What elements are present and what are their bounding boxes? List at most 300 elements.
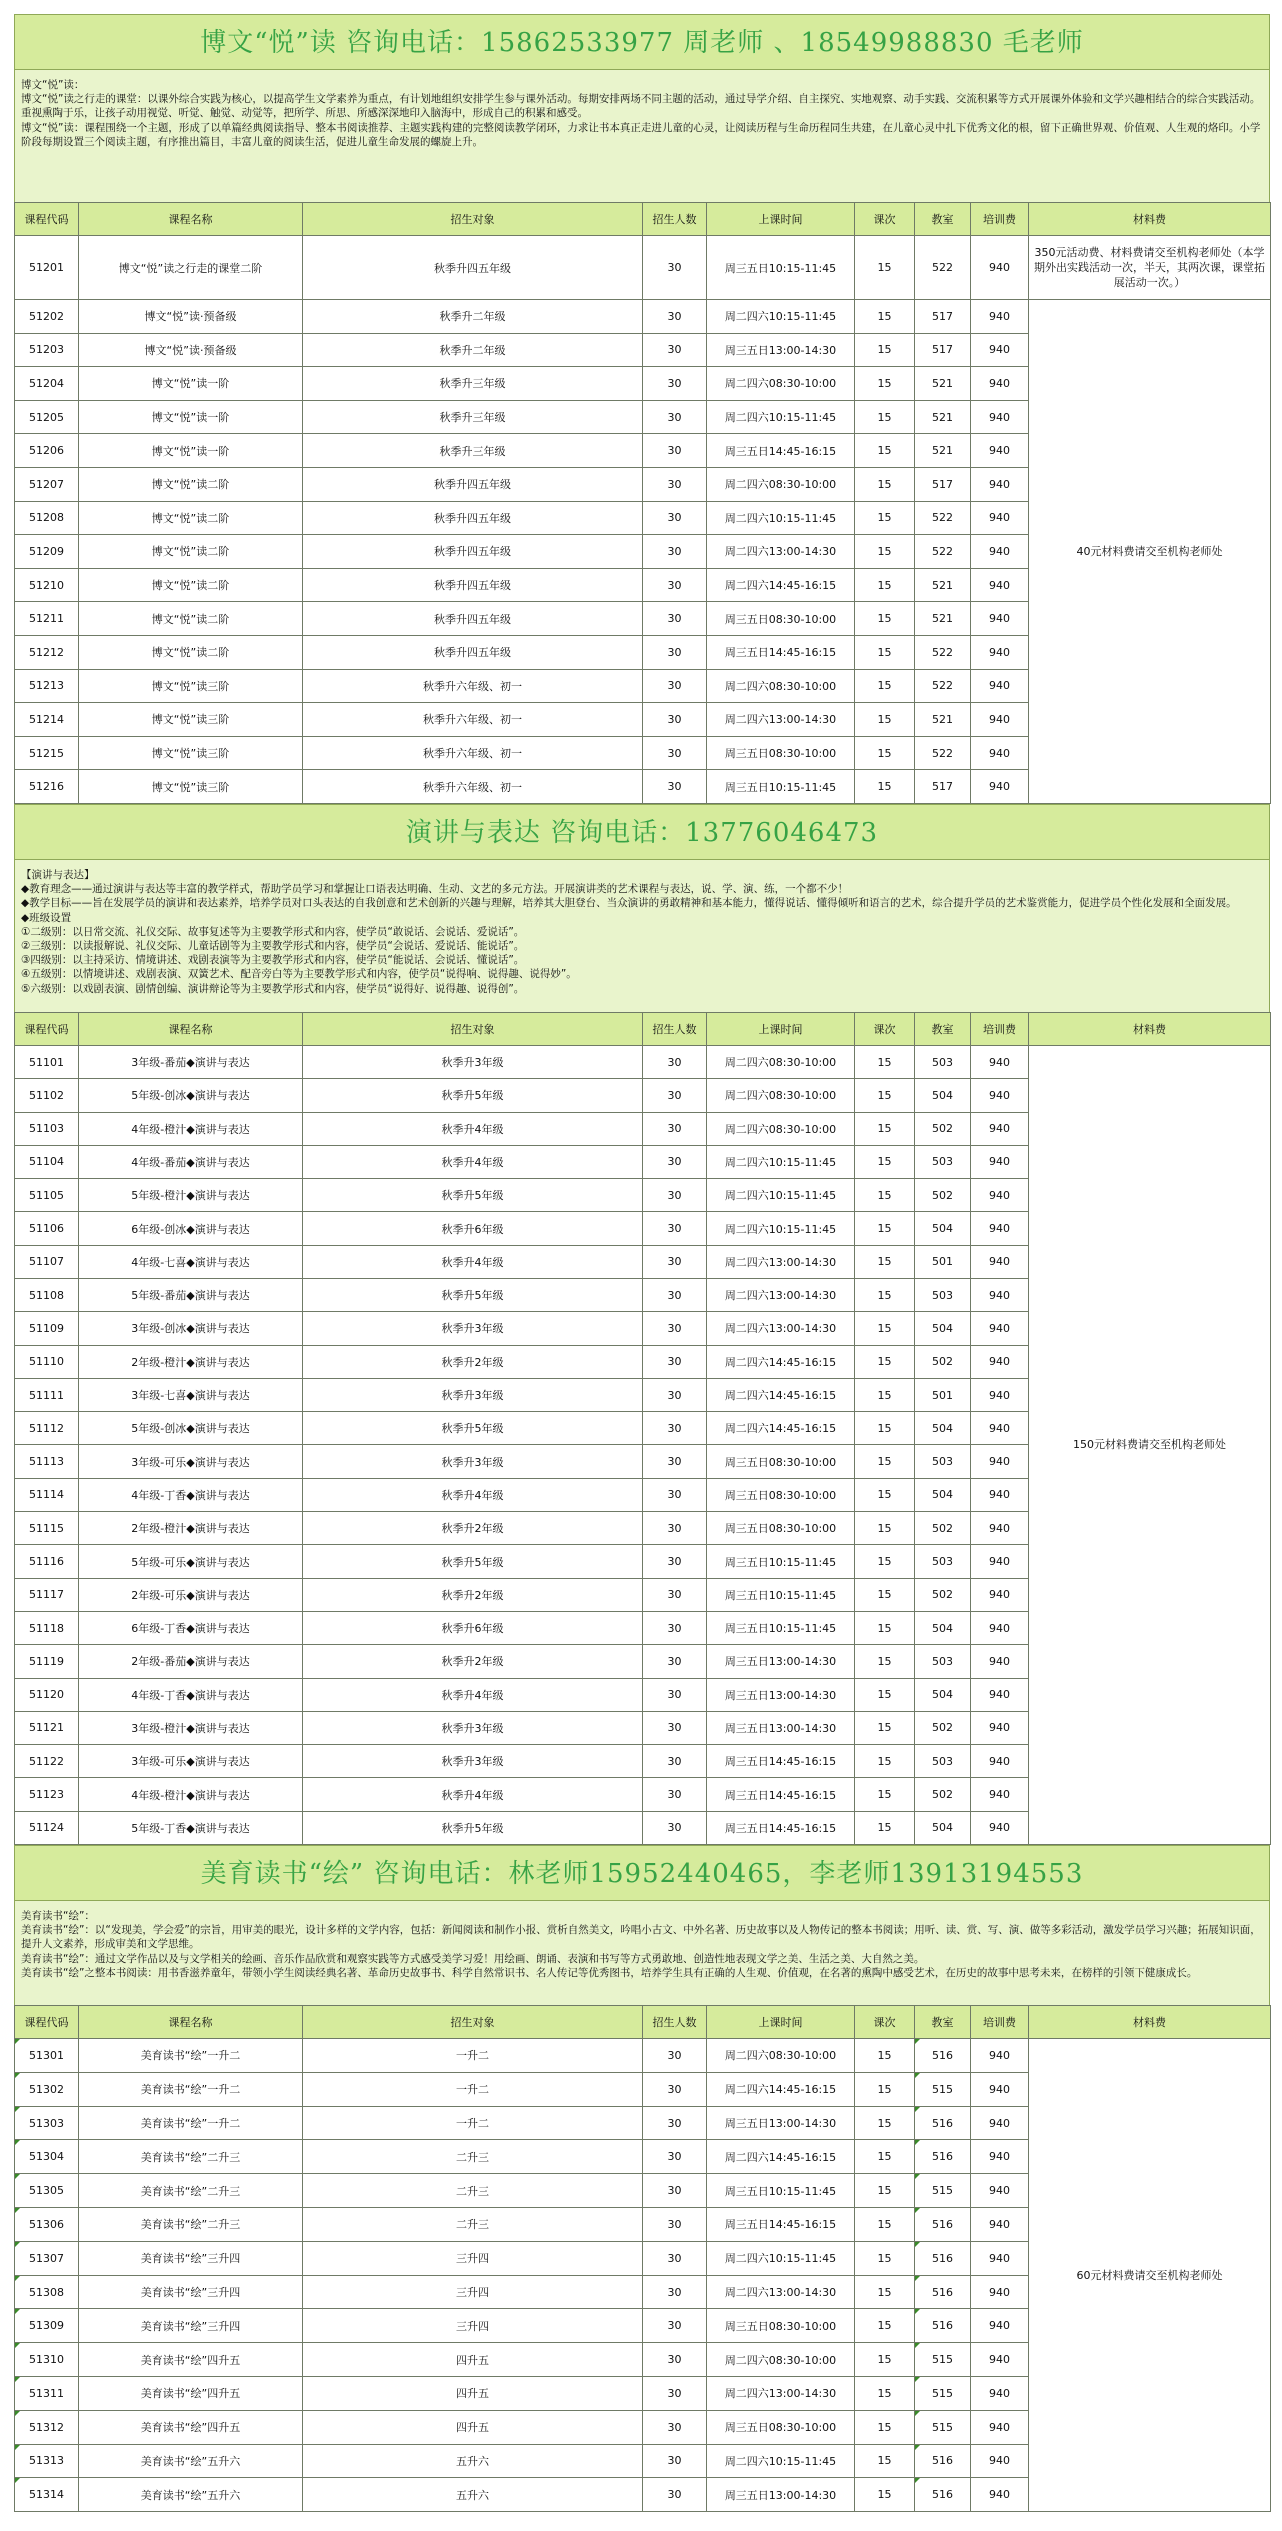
table-cell: 15 xyxy=(855,501,915,535)
table-cell: 30 xyxy=(643,236,707,300)
table-cell: 51201 xyxy=(15,236,79,300)
table-cell: 521 xyxy=(915,367,971,401)
table-cell: 博文“悦”读一阶 xyxy=(79,367,303,401)
table-cell: 博文“悦”读二阶 xyxy=(79,602,303,636)
table-cell: 516 xyxy=(915,2039,971,2073)
table-cell: 周三五日13:00-14:30 xyxy=(707,2106,855,2140)
table-cell: 51210 xyxy=(15,568,79,602)
table-cell: 516 xyxy=(915,2309,971,2343)
table-cell: 秋季升2年级 xyxy=(303,1645,643,1678)
table-cell: 503 xyxy=(915,1645,971,1678)
table-cell: 二升三 xyxy=(303,2174,643,2208)
table-cell: 秋季升四五年级 xyxy=(303,467,643,501)
table-cell: 30 xyxy=(643,1278,707,1311)
table-cell: 周三五日14:45-16:15 xyxy=(707,1778,855,1811)
table-cell: 15 xyxy=(855,236,915,300)
table-cell: 美育读书“绘”一升二 xyxy=(79,2106,303,2140)
table-cell: 503 xyxy=(915,1445,971,1478)
table-cell: 30 xyxy=(643,1378,707,1411)
table-cell: 940 xyxy=(971,1545,1029,1578)
table-cell: 51310 xyxy=(15,2343,79,2377)
table-cell: 30 xyxy=(643,2377,707,2411)
table-cell: 502 xyxy=(915,1711,971,1744)
table-cell: 940 xyxy=(971,635,1029,669)
table-cell: 周二四六10:15-11:45 xyxy=(707,400,855,434)
table-cell: 美育读书“绘”一升二 xyxy=(79,2039,303,2073)
table-cell: 6年级-丁香◆演讲与表达 xyxy=(79,1611,303,1644)
table-cell: 秋季升四五年级 xyxy=(303,236,643,300)
table-cell: 51106 xyxy=(15,1212,79,1245)
table-cell: 51120 xyxy=(15,1678,79,1711)
table-cell: 940 xyxy=(971,400,1029,434)
table-cell: 30 xyxy=(643,2309,707,2343)
table-cell: 51109 xyxy=(15,1312,79,1345)
table-cell: 15 xyxy=(855,2072,915,2106)
table-cell: 15 xyxy=(855,568,915,602)
table-cell: 秋季升六年级、初一 xyxy=(303,770,643,804)
table-cell: 51114 xyxy=(15,1478,79,1511)
table-cell: 521 xyxy=(915,602,971,636)
table-cell: 940 xyxy=(971,1811,1029,1844)
table-cell: 4年级-丁香◆演讲与表达 xyxy=(79,1678,303,1711)
table-cell: 6年级-创冰◆演讲与表达 xyxy=(79,1212,303,1245)
table-cell: 2年级-可乐◆演讲与表达 xyxy=(79,1578,303,1611)
table-cell: 51119 xyxy=(15,1645,79,1678)
table-cell: 秋季升5年级 xyxy=(303,1811,643,1844)
table-cell: 美育读书“绘”二升三 xyxy=(79,2208,303,2242)
table-cell: 周三五日14:45-16:15 xyxy=(707,635,855,669)
column-header: 课次 xyxy=(855,203,915,236)
table-cell: 三升四 xyxy=(303,2275,643,2309)
table-cell: 940 xyxy=(971,1578,1029,1611)
table-cell: 940 xyxy=(971,703,1029,737)
table-cell: 周三五日13:00-14:30 xyxy=(707,1645,855,1678)
table-cell: 15 xyxy=(855,1545,915,1578)
table-cell: 15 xyxy=(855,2241,915,2275)
table-cell: 940 xyxy=(971,1512,1029,1545)
table-cell: 30 xyxy=(643,602,707,636)
table-cell: 940 xyxy=(971,2241,1029,2275)
table-cell: 秋季升六年级、初一 xyxy=(303,736,643,770)
table-cell: 940 xyxy=(971,2309,1029,2343)
table-header-row xyxy=(15,203,1271,236)
table-cell: 15 xyxy=(855,1145,915,1178)
table-cell: 940 xyxy=(971,1245,1029,1278)
table-cell: 15 xyxy=(855,1811,915,1844)
table-cell: 秋季升3年级 xyxy=(303,1378,643,1411)
table-cell: 30 xyxy=(643,300,707,334)
description-paragraph: 【演讲与表达】 xyxy=(21,868,95,881)
column-header: 培训费 xyxy=(971,2006,1029,2039)
table-cell: 503 xyxy=(915,1745,971,1778)
table-cell: 504 xyxy=(915,1212,971,1245)
column-header: 课次 xyxy=(855,1012,915,1045)
table-cell: 秋季升四五年级 xyxy=(303,602,643,636)
table-cell: 博文“悦”读三阶 xyxy=(79,736,303,770)
table-cell: 30 xyxy=(643,2174,707,2208)
table-cell: 51105 xyxy=(15,1179,79,1212)
course-table xyxy=(14,2005,1271,2512)
table-cell: 30 xyxy=(643,1312,707,1345)
table-cell: 周二四六13:00-14:30 xyxy=(707,535,855,569)
table-cell: 3年级-七喜◆演讲与表达 xyxy=(79,1378,303,1411)
table-cell: 30 xyxy=(643,367,707,401)
table-cell: 周三五日13:00-14:30 xyxy=(707,1711,855,1744)
table-cell: 15 xyxy=(855,669,915,703)
column-header: 上课时间 xyxy=(707,1012,855,1045)
table-cell: 3年级-可乐◆演讲与表达 xyxy=(79,1445,303,1478)
section-banner: 美育读书“绘” 咨询电话：林老师15952440465，李老师13913194553 xyxy=(14,1845,1270,1901)
table-cell: 博文“悦”读一阶 xyxy=(79,400,303,434)
table-cell: 940 xyxy=(971,333,1029,367)
table-cell: 秋季升4年级 xyxy=(303,1678,643,1711)
table-cell: 周二四六10:15-11:45 xyxy=(707,1145,855,1178)
table-cell: 51303 xyxy=(15,2106,79,2140)
table-cell: 940 xyxy=(971,1778,1029,1811)
table-cell: 51311 xyxy=(15,2377,79,2411)
column-header: 课程代码 xyxy=(15,203,79,236)
table-cell: 502 xyxy=(915,1778,971,1811)
table-cell: 516 xyxy=(915,2208,971,2242)
table-cell: 30 xyxy=(643,1811,707,1844)
table-cell: 秋季升六年级、初一 xyxy=(303,669,643,703)
table-cell: 940 xyxy=(971,1611,1029,1644)
table-cell: 周三五日08:30-10:00 xyxy=(707,1445,855,1478)
table-cell: 2年级-橙汁◆演讲与表达 xyxy=(79,1345,303,1378)
column-header: 招生对象 xyxy=(303,203,643,236)
description-paragraph: ③四级别：以主持采访、情境讲述、戏剧表演等为主要教学形式和内容，使学员“能说话、会说话、懂说话”。 xyxy=(21,954,525,967)
table-cell: 30 xyxy=(643,2478,707,2512)
table-cell: 15 xyxy=(855,1711,915,1744)
table-cell: 940 xyxy=(971,736,1029,770)
table-cell: 940 xyxy=(971,501,1029,535)
table-row xyxy=(15,300,1271,334)
column-header: 材料费 xyxy=(1029,203,1271,236)
table-cell: 秋季升5年级 xyxy=(303,1412,643,1445)
table-cell: 二升三 xyxy=(303,2140,643,2174)
material-fee-cell: 40元材料费请交至机构老师处 xyxy=(1029,300,1271,804)
table-cell: 940 xyxy=(971,434,1029,468)
table-cell: 504 xyxy=(915,1811,971,1844)
table-cell: 940 xyxy=(971,2377,1029,2411)
table-cell: 周二四六13:00-14:30 xyxy=(707,2377,855,2411)
table-cell: 周三五日08:30-10:00 xyxy=(707,2410,855,2444)
table-cell: 博文“悦”读·预备级 xyxy=(79,333,303,367)
table-cell: 3年级-创冰◆演讲与表达 xyxy=(79,1312,303,1345)
table-cell: 周二四六14:45-16:15 xyxy=(707,1345,855,1378)
table-cell: 秋季升4年级 xyxy=(303,1778,643,1811)
table-cell: 515 xyxy=(915,2072,971,2106)
table-cell: 秋季升4年级 xyxy=(303,1112,643,1145)
table-cell: 30 xyxy=(643,1245,707,1278)
table-cell: 周三五日08:30-10:00 xyxy=(707,736,855,770)
table-cell: 秋季升4年级 xyxy=(303,1245,643,1278)
table-cell: 15 xyxy=(855,2377,915,2411)
section-banner: 博文“悦”读 咨询电话：15862533977 周老师 、18549988830 毛老师 xyxy=(14,14,1270,70)
table-cell: 517 xyxy=(915,333,971,367)
table-cell: 四升五 xyxy=(303,2343,643,2377)
section-description xyxy=(14,1901,1270,2005)
table-cell: 504 xyxy=(915,1678,971,1711)
table-cell: 15 xyxy=(855,2140,915,2174)
table-cell: 30 xyxy=(643,2444,707,2478)
table-cell: 秋季升4年级 xyxy=(303,1478,643,1511)
table-cell: 516 xyxy=(915,2444,971,2478)
column-header: 培训费 xyxy=(971,1012,1029,1045)
table-cell: 940 xyxy=(971,1112,1029,1145)
table-cell: 15 xyxy=(855,1278,915,1311)
table-cell: 周二四六13:00-14:30 xyxy=(707,703,855,737)
table-cell: 502 xyxy=(915,1512,971,1545)
column-header: 招生对象 xyxy=(303,2006,643,2039)
table-cell: 51104 xyxy=(15,1145,79,1178)
table-cell: 51309 xyxy=(15,2309,79,2343)
table-cell: 4年级-番茄◆演讲与表达 xyxy=(79,1145,303,1178)
table-cell: 30 xyxy=(643,2072,707,2106)
table-cell: 秋季升四五年级 xyxy=(303,535,643,569)
table-cell: 940 xyxy=(971,1378,1029,1411)
material-fee-cell: 60元材料费请交至机构老师处 xyxy=(1029,2039,1271,2512)
table-cell: 51102 xyxy=(15,1079,79,1112)
table-cell: 502 xyxy=(915,1345,971,1378)
table-cell: 940 xyxy=(971,367,1029,401)
table-cell: 30 xyxy=(643,2275,707,2309)
table-cell: 940 xyxy=(971,1711,1029,1744)
table-cell: 博文“悦”读三阶 xyxy=(79,770,303,804)
table-cell: 周三五日10:15-11:45 xyxy=(707,1545,855,1578)
table-cell: 博文“悦”读·预备级 xyxy=(79,300,303,334)
table-cell: 30 xyxy=(643,1478,707,1511)
table-cell: 940 xyxy=(971,1412,1029,1445)
table-cell: 15 xyxy=(855,1445,915,1478)
description-paragraph: ②三级别：以读报解说、礼仪交际、儿童话剧等为主要教学形式和内容，使学员“会说话、爱说话、能说话”。 xyxy=(21,939,525,952)
table-cell: 940 xyxy=(971,1145,1029,1178)
description-paragraph: ◆教学目标——旨在发展学员的演讲和表达素养，培养学员对口头表达的自我创意和艺术创新的兴趣与理解，培养其大胆登台、当众演讲的勇敢精神和基本能力，懂得说话、懂得倾听和语言的艺术，综合提升学员的艺术鉴赏能力，促进学员个性化发展和全面发展。 xyxy=(21,897,1237,910)
table-cell: 秋季升3年级 xyxy=(303,1312,643,1345)
table-cell: 503 xyxy=(915,1045,971,1078)
table-cell: 周二四六13:00-14:30 xyxy=(707,1312,855,1345)
table-cell: 周三五日13:00-14:30 xyxy=(707,1678,855,1711)
table-cell: 30 xyxy=(643,1112,707,1145)
description-paragraph: ⑤六级别：以戏剧表演、剧情创编、演讲辩论等为主要教学形式和内容，使学员“说得好、说得趣、说得创”。 xyxy=(21,982,525,995)
table-cell: 30 xyxy=(643,2343,707,2377)
table-cell: 51312 xyxy=(15,2410,79,2444)
table-cell: 51304 xyxy=(15,2140,79,2174)
table-cell: 30 xyxy=(643,434,707,468)
table-cell: 秋季升3年级 xyxy=(303,1445,643,1478)
course-table xyxy=(14,1012,1271,1845)
column-header: 招生人数 xyxy=(643,203,707,236)
table-cell: 503 xyxy=(915,1545,971,1578)
table-cell: 秋季升2年级 xyxy=(303,1512,643,1545)
table-cell: 51306 xyxy=(15,2208,79,2242)
table-cell: 504 xyxy=(915,1611,971,1644)
table-cell: 940 xyxy=(971,2275,1029,2309)
table-cell: 一升二 xyxy=(303,2039,643,2073)
table-cell: 521 xyxy=(915,568,971,602)
table-cell: 秋季升四五年级 xyxy=(303,501,643,535)
table-cell: 美育读书“绘”四升五 xyxy=(79,2410,303,2444)
table-cell: 周二四六10:15-11:45 xyxy=(707,2444,855,2478)
column-header: 课次 xyxy=(855,2006,915,2039)
table-cell: 周三五日14:45-16:15 xyxy=(707,1811,855,1844)
table-cell: 15 xyxy=(855,2478,915,2512)
table-cell: 3年级-可乐◆演讲与表达 xyxy=(79,1745,303,1778)
table-cell: 940 xyxy=(971,2208,1029,2242)
table-cell: 周二四六08:30-10:00 xyxy=(707,669,855,703)
table-cell: 940 xyxy=(971,2039,1029,2073)
table-cell: 周二四六10:15-11:45 xyxy=(707,2241,855,2275)
table-cell: 美育读书“绘”五升六 xyxy=(79,2444,303,2478)
table-cell: 15 xyxy=(855,400,915,434)
table-cell: 周三五日10:15-11:45 xyxy=(707,1578,855,1611)
table-cell: 515 xyxy=(915,2377,971,2411)
table-cell: 15 xyxy=(855,2039,915,2073)
table-cell: 博文“悦”读二阶 xyxy=(79,501,303,535)
table-cell: 940 xyxy=(971,1179,1029,1212)
table-cell: 504 xyxy=(915,1478,971,1511)
table-cell: 30 xyxy=(643,1545,707,1578)
table-cell: 30 xyxy=(643,2241,707,2275)
table-cell: 15 xyxy=(855,635,915,669)
table-cell: 秋季升三年级 xyxy=(303,434,643,468)
table-cell: 940 xyxy=(971,602,1029,636)
section-description xyxy=(14,860,1270,1012)
table-cell: 30 xyxy=(643,2039,707,2073)
table-cell: 51124 xyxy=(15,1811,79,1844)
table-cell: 51203 xyxy=(15,333,79,367)
table-cell: 15 xyxy=(855,1079,915,1112)
table-cell: 15 xyxy=(855,1412,915,1445)
table-cell: 美育读书“绘”一升二 xyxy=(79,2072,303,2106)
table-cell: 51301 xyxy=(15,2039,79,2073)
description-paragraph: 博文“悦”读：课程围绕一个主题，形成了以单篇经典阅读指导、整本书阅读推荐、主题实践构建的完整阅读教学闭环，力求让书本真正走进儿童的心灵，让阅读历程与生命历程同生共建，在儿童心灵中扎下优秀文化的根，留下正确世界观、价值观、人生观的烙印。小学阶段每期设置三个阅读主题，有序推出篇目，丰富儿童的阅读生活，促进儿童生命发展的螺旋上升。 xyxy=(21,121,1261,148)
table-cell: 秋季升四五年级 xyxy=(303,635,643,669)
column-header: 教室 xyxy=(915,2006,971,2039)
table-cell: 30 xyxy=(643,669,707,703)
table-cell: 秋季升3年级 xyxy=(303,1711,643,1744)
table-cell: 美育读书“绘”二升三 xyxy=(79,2174,303,2208)
table-cell: 周二四六13:00-14:30 xyxy=(707,2275,855,2309)
table-cell: 美育读书“绘”三升四 xyxy=(79,2309,303,2343)
description-paragraph: ①二级别：以日常交流、礼仪交际、故事复述等为主要教学形式和内容，使学员“敢说话、会说话、爱说话”。 xyxy=(21,925,525,938)
table-cell: 周二四六13:00-14:30 xyxy=(707,1278,855,1311)
description-paragraph: 博文“悦”读之行走的课堂：以课外综合实践为核心，以提高学生文学素养为重点，有计划地组织安排学生参与课外活动。每期安排两场不同主题的活动，通过导学介绍、自主探究、实地观察、动手实践、交流积累等方式开展课外体验和文学兴趣相结合的综合实践活动。重视熏陶于乐，让孩子动用视觉、听觉、触觉、动觉等，把所学、所思、所感深深地印入脑海中，形成自己的积累和感受。 xyxy=(21,93,1261,120)
table-cell: 周三五日14:45-16:15 xyxy=(707,2208,855,2242)
table-cell: 51205 xyxy=(15,400,79,434)
table-cell: 15 xyxy=(855,1478,915,1511)
table-cell: 501 xyxy=(915,1245,971,1278)
table-cell: 周三五日10:15-11:45 xyxy=(707,1611,855,1644)
table-cell: 周三五日10:15-11:45 xyxy=(707,2174,855,2208)
table-cell: 30 xyxy=(643,703,707,737)
column-header: 上课时间 xyxy=(707,2006,855,2039)
description-paragraph: 美育读书“绘”：通过文学作品以及与文学相关的绘画、音乐作品欣赏和观察实践等方式感受美学习爱！用绘画、朗诵、表演和书写等方式勇敢地、创造性地表现文学之美、生活之美、大自然之美。 xyxy=(21,1952,925,1965)
table-cell: 15 xyxy=(855,434,915,468)
table-cell: 522 xyxy=(915,236,971,300)
table-cell: 30 xyxy=(643,1678,707,1711)
table-cell: 周三五日08:30-10:00 xyxy=(707,2309,855,2343)
table-cell: 15 xyxy=(855,703,915,737)
table-cell: 51117 xyxy=(15,1578,79,1611)
table-cell: 周二四六08:30-10:00 xyxy=(707,2343,855,2377)
table-cell: 四升五 xyxy=(303,2377,643,2411)
table-cell: 51123 xyxy=(15,1778,79,1811)
table-cell: 博文“悦”读一阶 xyxy=(79,434,303,468)
table-cell: 秋季升3年级 xyxy=(303,1045,643,1078)
table-cell: 940 xyxy=(971,467,1029,501)
table-cell: 15 xyxy=(855,1345,915,1378)
table-cell: 周二四六08:30-10:00 xyxy=(707,1045,855,1078)
table-cell: 517 xyxy=(915,467,971,501)
table-cell: 30 xyxy=(643,1345,707,1378)
table-cell: 周二四六10:15-11:45 xyxy=(707,1212,855,1245)
table-cell: 30 xyxy=(643,1212,707,1245)
table-cell: 15 xyxy=(855,1179,915,1212)
table-cell: 秋季升3年级 xyxy=(303,1745,643,1778)
table-cell: 15 xyxy=(855,2208,915,2242)
table-cell: 博文“悦”读三阶 xyxy=(79,669,303,703)
table-cell: 516 xyxy=(915,2106,971,2140)
table-cell: 周二四六10:15-11:45 xyxy=(707,501,855,535)
table-cell: 521 xyxy=(915,703,971,737)
table-cell: 15 xyxy=(855,2106,915,2140)
table-cell: 博文“悦”读三阶 xyxy=(79,703,303,737)
table-cell: 940 xyxy=(971,2343,1029,2377)
table-cell: 15 xyxy=(855,2309,915,2343)
table-cell: 940 xyxy=(971,568,1029,602)
table-header-row xyxy=(15,1012,1271,1045)
table-cell: 51307 xyxy=(15,2241,79,2275)
table-cell: 51308 xyxy=(15,2275,79,2309)
column-header: 招生人数 xyxy=(643,2006,707,2039)
table-cell: 30 xyxy=(643,1145,707,1178)
table-cell: 秋季升二年级 xyxy=(303,333,643,367)
table-cell: 51209 xyxy=(15,535,79,569)
description-paragraph: 美育读书“绘”之整本书阅读：用书香滋养童年，带领小学生阅读经典名著、革命历史故事书、科学自然常识书、名人传记等优秀图书，培养学生具有正确的人生观、价值观，在名著的熏陶中感受艺术，在历史的故事中思考未来，在榜样的引领下健康成长。 xyxy=(21,1966,1198,1979)
table-cell: 30 xyxy=(643,568,707,602)
table-cell: 15 xyxy=(855,1578,915,1611)
table-row xyxy=(15,2039,1271,2073)
table-cell: 5年级-可乐◆演讲与表达 xyxy=(79,1545,303,1578)
table-cell: 51204 xyxy=(15,367,79,401)
table-cell: 5年级-创冰◆演讲与表达 xyxy=(79,1079,303,1112)
table-cell: 30 xyxy=(643,770,707,804)
table-cell: 30 xyxy=(643,1611,707,1644)
table-cell: 15 xyxy=(855,1212,915,1245)
table-cell: 15 xyxy=(855,333,915,367)
table-cell: 30 xyxy=(643,1412,707,1445)
table-cell: 503 xyxy=(915,1145,971,1178)
column-header: 教室 xyxy=(915,203,971,236)
course-section-s2 xyxy=(14,804,1270,1845)
table-cell: 501 xyxy=(915,1378,971,1411)
table-cell: 秋季升二年级 xyxy=(303,300,643,334)
table-cell: 15 xyxy=(855,2343,915,2377)
table-cell: 522 xyxy=(915,669,971,703)
table-cell: 美育读书“绘”三升四 xyxy=(79,2241,303,2275)
table-cell: 秋季升5年级 xyxy=(303,1545,643,1578)
table-cell: 周二四六08:30-10:00 xyxy=(707,367,855,401)
table-cell: 周二四六14:45-16:15 xyxy=(707,568,855,602)
table-cell: 51202 xyxy=(15,300,79,334)
description-paragraph: ◆教育理念——通过演讲与表达等丰富的教学样式，帮助学员学习和掌握让口语表达明确、生动、文艺的多元方法。开展演讲类的艺术课程与表达，说、学、演、练，一个都不少！ xyxy=(21,883,849,896)
table-cell: 30 xyxy=(643,2208,707,2242)
table-cell: 15 xyxy=(855,736,915,770)
table-cell: 515 xyxy=(915,2174,971,2208)
table-cell: 51108 xyxy=(15,1278,79,1311)
table-cell: 502 xyxy=(915,1179,971,1212)
